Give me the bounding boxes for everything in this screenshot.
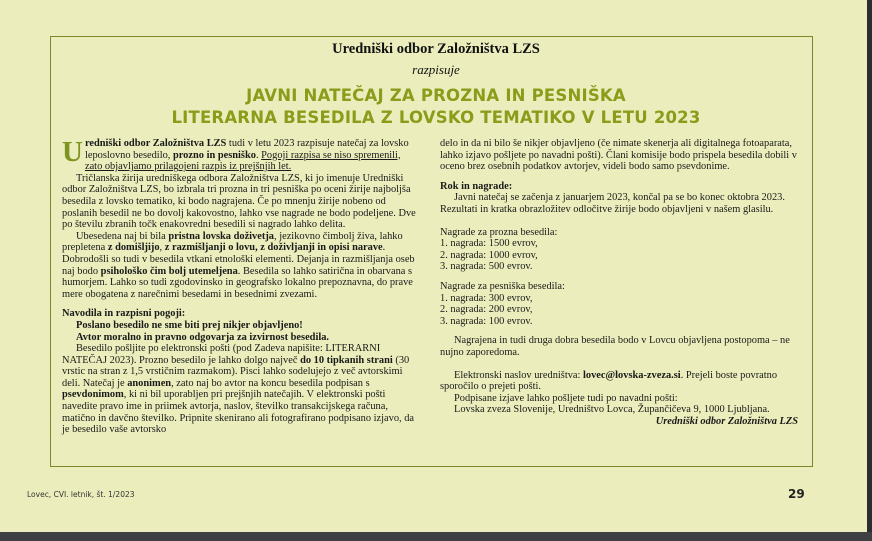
navodila-rule-2 [62, 332, 419, 344]
article-title-line1: JAVNI NATEČAJ ZA PROZNA IN PESNIŠKA [246, 86, 626, 105]
prose-prize-1: 1. nagrada: 1500 evrov, [440, 238, 538, 250]
content-g: . Dobrodošli so tudi v besedila vtkani etnološki elementi. Dejanja in razmišljanja oseb naj bodo [62, 242, 415, 277]
intro-paragraph [62, 138, 419, 173]
sub-g: , ki ni bil uporabljen pri prejšnjih natečajih. V elektronski pošti navedite pravo ime in priimek avtorja, naslov, številko transakcijskega računa, matično in davčno številko. Pripnite skenirano ali fotografirano podpisano izjavo, da je besedilo vaše avtorsko [62, 389, 415, 436]
content-b: pristna lovska doživetja [168, 230, 274, 242]
rok-title-text: Rok in nagrade: [440, 180, 513, 192]
publication-paragraph: Nagrajena in tudi druga dobra besedila bodo v Lovcu objavljena postopoma – ne nujno zaporedoma. [440, 335, 790, 358]
intro-org: redniški odbor Založništva LZS [84, 138, 227, 149]
continuation-paragraph: delo in da ni bilo še nikjer objavljeno (če nimate skenerja ali digitalnega fotoaparata, lahko izjavo pošljete po navadni pošti). Člani komisije bodo prispela besedila dobili v oceno brez osebnih podatkov avtorjev, videli bodo samo psevdonime. [440, 138, 797, 173]
intro-bold: prozno in pesniško [172, 149, 256, 161]
content-paragraph [62, 231, 419, 301]
navodila-rule-2-text: Avtor moralno in pravno odgovarja za izvirnost besedila. [76, 331, 330, 343]
sub-b: do 10 tipkanih strani [300, 354, 393, 366]
email-tail: . Prejeli boste povratno sporočilo o prejeti pošti. [440, 369, 778, 393]
navodila-rule-1 [62, 320, 419, 332]
content-a: Ubesedena naj bi bila [76, 230, 169, 242]
content-e: , [159, 242, 165, 254]
rok-paragraph: Javni natečaj se začenja z januarjem 2023, končal pa se bo konec oktobra 2023. Rezultati in kratka obrazložitev odločitve žirije bodo objavljeni v našem glasilu. [440, 192, 785, 215]
sub-f: psevdonimom [62, 389, 124, 401]
navodila-title-text: Navodila in razpisni pogoji: [62, 308, 186, 320]
intro-underlined: Pogoji razpisa se niso spremenili, zato objavljamo prilagojeni razpis iz prejšnjih let. [84, 149, 401, 173]
poetry-prize-3: 3. nagrada: 100 evrov. [440, 315, 533, 327]
content-d: z domišljijo [107, 242, 160, 254]
footer-issue: Lovec, CVI. letnik, št. 1/2023 [27, 490, 135, 499]
jury-paragraph: Tričlanska žirija uredniškega odbora Založništva LZS, ki jo imenuje Uredniški odbor Založništva LZS, bo izbrala tri prozna in tri pesniška po oceni žirije najboljša besedila z lovsko tematiko, ki bodo nagrajena. Če po mnenju žirije nobeno od poslanih besedil ne bo dovolj kakovostno, lahko vse nagrade ne bodo podeljene. Dve po številu zbranih točk enakovredni besedili si nagrado lahko delita. [62, 172, 416, 231]
email-paragraph [440, 370, 798, 393]
post-line-1: Podpisane izjave lahko pošljete tudi po navadni pošti: [454, 392, 678, 404]
intro-text: tudi v letu 2023 razpisuje natečaj za lovsko leposlovno besedilo, [84, 138, 409, 161]
prose-prize-3: 3. nagrada: 500 evrov. [440, 261, 533, 273]
sub-a: Besedilo pošljite po elektronski pošti (pod Zadeva napišite: LITERARNI NATEČAJ 2023). Prozno besedilo je lahko dolgo največ [62, 343, 381, 366]
poetry-prizes-title: Nagrade za pesniška besedila: [440, 280, 565, 292]
viewer-edge-right [867, 0, 872, 541]
content-f: z razmišljanji o lovu, z doživljanji in opisi narave [164, 242, 383, 254]
right-column [440, 138, 798, 427]
prose-prize-2: 2. nagrada: 1000 evrov, [440, 249, 538, 261]
left-column [62, 138, 419, 436]
poetry-prize-2: 2. nagrada: 200 evrov, [440, 304, 533, 316]
viewer-edge-bottom [0, 532, 872, 541]
drop-cap: U [62, 136, 83, 168]
post-line-2: Lovska zveza Slovenije, Uredništvo Lovca, Župančičeva 9, 1000 Ljubljana. [454, 404, 770, 416]
sub-c: (30 vrstic na stran z 1,5 vrstičnim razmakom). Pisci lahko sodelujejo z več avtorskimi deli. Natečaj je [62, 354, 410, 389]
article-title-line2: LITERARNA BESEDILA Z LOVSKO TEMATIKO V LETU 2023 [171, 108, 701, 127]
header-org: Uredniški odbor Založništva LZS [332, 41, 540, 57]
sub-d: anonimen [127, 377, 172, 389]
content-c: , jezikovno čimbolj živa, lahko prepletena [62, 230, 403, 254]
poetry-prize-1: 1. nagrada: 300 evrov, [440, 292, 533, 304]
content-i: . Besedila so lahko satirična in obarvana s humorjem. Lahko so tudi zgodovinsko in geografsko lokalno prepoznavna, do prave mere obogatena z narečnimi besedami in besednimi zvezami. [62, 265, 413, 300]
page-number: 29 [788, 487, 805, 501]
content-h: psihološko čim bolj utemeljena [100, 265, 238, 277]
rok-title [440, 181, 798, 193]
navodila-rule-1-text: Poslano besedilo ne sme biti prej nikjer objavljeno! [76, 319, 303, 331]
submission-paragraph [62, 343, 419, 436]
header-subtitle: razpisuje [412, 62, 460, 77]
signature: Uredniški odbor Založništva LZS [655, 415, 798, 427]
sub-e: , zato naj bo avtor na koncu besedila podpisan s [171, 377, 370, 389]
prose-prizes-title: Nagrade za prozna besedila: [440, 226, 558, 238]
navodila-title [62, 308, 419, 320]
intro-dot: . [255, 149, 262, 161]
email-address: lovec@lovska-zveza.si [583, 369, 681, 381]
email-lead: Elektronski naslov uredništva: [454, 369, 583, 381]
